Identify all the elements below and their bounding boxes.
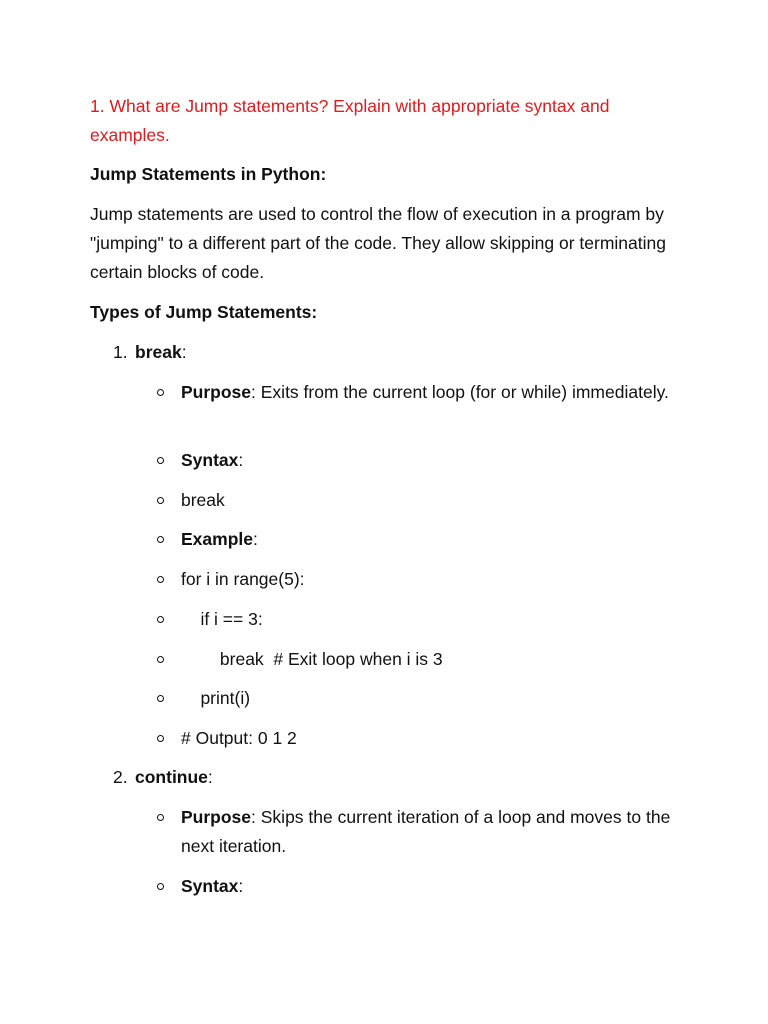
- item-name: continue: [135, 767, 208, 787]
- circle-bullet-icon: [157, 735, 164, 742]
- bullet-syntax-code-break: break: [157, 486, 677, 515]
- circle-bullet-icon: [157, 457, 164, 464]
- circle-bullet-icon: [157, 616, 164, 623]
- section-heading-jump-statements: Jump Statements in Python:: [90, 164, 327, 184]
- circle-bullet-icon: [157, 656, 164, 663]
- circle-bullet-icon: [157, 536, 164, 543]
- circle-bullet-icon: [157, 576, 164, 583]
- circle-bullet-icon: [157, 389, 164, 396]
- code-line: print(i): [157, 684, 677, 713]
- numbered-item-break: 1. break:: [113, 338, 187, 367]
- bullet-purpose-continue: Purpose: Skips the current iteration of a loop and moves to the next iteration.: [157, 803, 677, 861]
- code-line: break # Exit loop when i is 3: [157, 645, 677, 674]
- circle-bullet-icon: [157, 497, 164, 504]
- code-line: for i in range(5):: [157, 565, 677, 594]
- intro-paragraph: Jump statements are used to control the flow of execution in a program by "jumping" to a different part of the code. They allow skipping or terminating certain blocks of code.: [90, 204, 666, 282]
- numbered-item-continue: 2. continue:: [113, 763, 213, 792]
- circle-bullet-icon: [157, 814, 164, 821]
- item-number: 2.: [113, 767, 128, 787]
- item-number: 1.: [113, 342, 128, 362]
- code-line: # Output: 0 1 2: [157, 724, 677, 753]
- question-heading: 1. What are Jump statements? Explain with appropriate syntax and examples.: [90, 96, 610, 145]
- bullet-purpose-break: Purpose: Exits from the current loop (for or while) immediately.: [157, 378, 677, 407]
- bullet-syntax-break: Syntax:: [157, 446, 677, 475]
- bullet-syntax-continue: Syntax:: [157, 872, 677, 901]
- section-heading-types: Types of Jump Statements:: [90, 302, 318, 322]
- circle-bullet-icon: [157, 883, 164, 890]
- circle-bullet-icon: [157, 695, 164, 702]
- bullet-example-break: Example:: [157, 525, 677, 554]
- item-name: break: [135, 342, 182, 362]
- code-line: if i == 3:: [157, 605, 677, 634]
